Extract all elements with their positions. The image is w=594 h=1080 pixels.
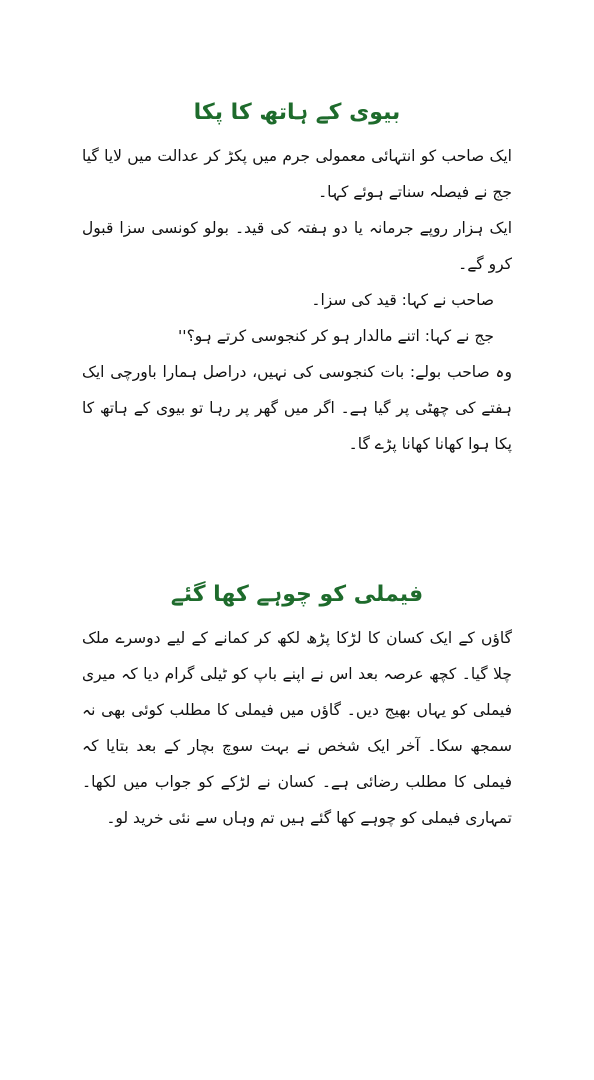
story-title: فیملی کو چوہے کھا گئے <box>170 582 424 607</box>
story-paragraph: صاحب نے کہا: قید کی سزا۔ <box>311 291 494 309</box>
story-paragraph: جج نے کہا: اتنے مالدار ہو کر کنجوسی کرتے ہو؟'' <box>178 327 494 345</box>
story-family-rats <box>82 578 512 836</box>
story-paragraph: وہ صاحب بولے: بات کنجوسی کی نہیں، دراصل ہمارا باورچی ایک ہفتے کی چھٹی پر گیا ہے۔ اگر میں گھر پر رہا تو بیوی کے ہاتھ کا پکا ہوا کھانا کھانا پڑے گا۔ <box>82 363 512 453</box>
story-paragraph: ایک صاحب کو انتہائی معمولی جرم میں پکڑ کر عدالت میں لایا گیا جج نے فیصلہ سناتے ہوئے کہا۔ <box>82 147 512 201</box>
story-wife-cooking <box>82 96 512 462</box>
story-paragraph: ایک ہزار روپے جرمانہ یا دو ہفتہ کی قید۔ بولو کونسی سزا قبول کرو گے۔ <box>82 219 512 273</box>
story-paragraph: گاؤں کے ایک کسان کا لڑکا پڑھ لکھ کر کمانے کے لیے دوسرے ملک چلا گیا۔ کچھ عرصہ بعد اس نے اپنے باپ کو ٹیلی گرام دیا کہ میری فیملی کو یہاں بھیج دیں۔ گاؤں میں فیملی کا مطلب کوئی بھی نہ سمجھ سکا۔ آخر ایک شخص نے بہت سوچ بچار کے بعد بتایا کہ فیملی کا مطلب رضائی ہے۔ کسان نے لڑکے کو جواب میں لکھا۔ تمہاری فیملی کو چوہے کھا گئے ہیں تم وہاں سے نئی خرید لو۔ <box>82 629 512 827</box>
story-title: بیوی کے ہاتھ کا پکا <box>193 100 401 125</box>
